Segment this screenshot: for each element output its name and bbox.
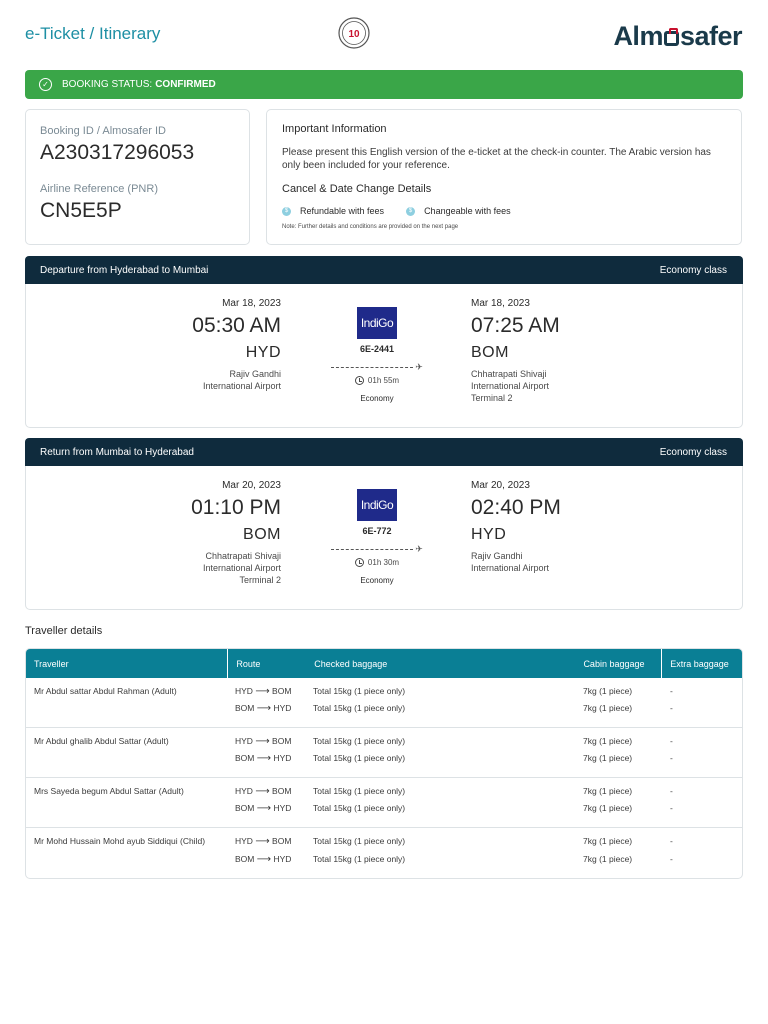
extra-baggage-cell: - bbox=[670, 703, 673, 713]
departure-time: 05:30 AM bbox=[192, 314, 281, 337]
return-segment-header bbox=[25, 438, 743, 466]
column-header: Extra baggage bbox=[670, 658, 729, 669]
departure-destination bbox=[471, 298, 560, 404]
clock-icon bbox=[355, 376, 364, 385]
extra-baggage-cell: - bbox=[670, 753, 673, 763]
booking-id-card bbox=[25, 109, 250, 245]
table-row bbox=[26, 778, 742, 828]
departure-date: Mar 20, 2023 bbox=[222, 480, 281, 491]
indigo-logo: IndiGo bbox=[357, 307, 397, 339]
baggage-leg bbox=[227, 836, 742, 854]
checked-baggage-cell: Total 15kg (1 piece only) bbox=[313, 803, 406, 813]
departure-time: 01:10 PM bbox=[191, 496, 281, 519]
baggage-leg bbox=[227, 703, 742, 720]
arrow-right-icon: ⟶ bbox=[255, 836, 270, 847]
cabin-baggage-cell: 7kg (1 piece) bbox=[583, 786, 633, 796]
checked-baggage-cell: Total 15kg (1 piece only) bbox=[313, 686, 406, 696]
info-text: Please present this English version of the e-ticket at the check-in counter. The Arabic version has only been included for your reference. bbox=[282, 147, 711, 171]
status-value: CONFIRMED bbox=[155, 79, 216, 90]
arrow-right-icon: ⟶ bbox=[255, 736, 270, 747]
route-cell: HYD ⟶ BOM bbox=[235, 736, 292, 747]
segment-class: Economy class bbox=[659, 446, 727, 458]
arrow-right-icon: ⟶ bbox=[256, 703, 272, 714]
checked-baggage-cell: Total 15kg (1 piece only) bbox=[313, 786, 406, 796]
booking-id-label: Booking ID / Almosafer ID bbox=[40, 125, 166, 137]
traveller-name: Mr Abdul sattar Abdul Rahman (Adult) bbox=[34, 686, 177, 696]
fee-row bbox=[282, 206, 726, 216]
cabin-class: Economy bbox=[360, 394, 394, 403]
refundable-text: Refundable with fees bbox=[300, 206, 385, 216]
cancel-heading: Cancel & Date Change Details bbox=[282, 183, 432, 195]
segment-title: Return from Mumbai to Hyderabad bbox=[40, 446, 194, 458]
departure-airport: Rajiv Gandhi International Airport bbox=[202, 369, 281, 391]
route-cell: BOM ⟶ HYD bbox=[235, 853, 292, 865]
extra-baggage-cell: - bbox=[670, 786, 673, 796]
departure-date: Mar 18, 2023 bbox=[222, 298, 281, 309]
extra-baggage-cell: - bbox=[670, 836, 673, 846]
segment-class: Economy class bbox=[659, 264, 727, 276]
cabin-baggage-cell: 7kg (1 piece) bbox=[583, 753, 633, 763]
departure-code: HYD bbox=[245, 344, 281, 361]
extra-baggage-cell: - bbox=[670, 736, 673, 746]
info-heading: Important Information bbox=[282, 123, 387, 135]
checked-baggage-cell: Total 15kg (1 piece only) bbox=[313, 836, 406, 846]
return-destination bbox=[471, 480, 561, 574]
baggage-leg bbox=[227, 786, 742, 803]
clock-icon bbox=[355, 558, 364, 567]
flight-number: 6E-2441 bbox=[359, 344, 395, 354]
luggage-icon bbox=[664, 31, 679, 46]
baggage-leg bbox=[227, 686, 742, 703]
arrow-right-icon: ⟶ bbox=[255, 786, 270, 797]
check-circle-icon: ✓ bbox=[39, 78, 52, 91]
column-header: Cabin baggage bbox=[575, 649, 662, 678]
table-row bbox=[26, 678, 742, 728]
arrow-right-icon: ⟶ bbox=[256, 753, 272, 764]
arrow-right-icon: ⟶ bbox=[256, 853, 272, 865]
extra-baggage-cell: - bbox=[670, 803, 673, 813]
baggage-leg bbox=[227, 803, 742, 820]
departure-code: BOM bbox=[243, 526, 281, 543]
baggage-leg bbox=[227, 736, 742, 753]
route-cell: BOM ⟶ HYD bbox=[235, 753, 292, 764]
table-header bbox=[26, 649, 742, 678]
traveller-name: Mr Abdul ghalib Abdul Sattar (Adult) bbox=[34, 736, 169, 746]
return-origin bbox=[191, 480, 281, 586]
departure-origin bbox=[192, 298, 281, 392]
flight-info bbox=[317, 489, 437, 585]
extra-baggage-cell: - bbox=[670, 853, 673, 864]
route-line bbox=[317, 544, 437, 555]
arrival-airport: Rajiv Gandhi International Airport bbox=[471, 551, 550, 573]
plane-icon: ✈ bbox=[415, 362, 423, 372]
plane-icon: ✈ bbox=[415, 544, 423, 554]
return-segment-body bbox=[25, 466, 743, 610]
almosafer-logo bbox=[613, 21, 742, 52]
route-line bbox=[317, 362, 437, 373]
route-cell: HYD ⟶ BOM bbox=[235, 786, 292, 797]
arrival-date: Mar 18, 2023 bbox=[471, 298, 530, 309]
segment-title: Departure from Hyderabad to Mumbai bbox=[40, 264, 209, 276]
checked-baggage-cell: Total 15kg (1 piece only) bbox=[313, 736, 406, 746]
arrival-time: 07:25 AM bbox=[471, 314, 560, 337]
traveller-details-title: Traveller details bbox=[25, 625, 103, 637]
table-row bbox=[26, 728, 742, 778]
departure-segment-header bbox=[25, 256, 743, 284]
flight-info bbox=[317, 307, 437, 403]
cabin-baggage-cell: 7kg (1 piece) bbox=[583, 736, 633, 746]
arrow-right-icon: ⟶ bbox=[255, 686, 270, 697]
logo-text-end: safer bbox=[679, 21, 742, 51]
flight-duration: 01h 30m bbox=[317, 558, 437, 567]
changeable-text: Changeable with fees bbox=[424, 206, 511, 216]
checked-baggage-cell: Total 15kg (1 piece only) bbox=[313, 853, 406, 864]
traveller-name: Mrs Sayeda begum Abdul Sattar (Adult) bbox=[34, 786, 184, 796]
seal-number: 10 bbox=[348, 29, 360, 40]
status-label: BOOKING STATUS: bbox=[62, 79, 153, 90]
route-cell: HYD ⟶ BOM bbox=[235, 836, 292, 847]
baggage-leg bbox=[227, 854, 742, 872]
logo-text-start: Alm bbox=[613, 21, 663, 51]
pnr-label: Airline Reference (PNR) bbox=[40, 183, 158, 195]
booking-status-bar bbox=[25, 70, 743, 99]
anniversary-seal-icon bbox=[338, 17, 370, 49]
conditions-note: Note: Further details and conditions are provided on the next page bbox=[282, 224, 459, 230]
extra-baggage-cell: - bbox=[670, 686, 673, 696]
route-cell: HYD ⟶ BOM bbox=[235, 686, 292, 697]
cabin-baggage-cell: 7kg (1 piece) bbox=[583, 686, 633, 696]
route-cell: BOM ⟶ HYD bbox=[235, 703, 292, 714]
page-title: e-Ticket / Itinerary bbox=[25, 24, 161, 43]
booking-id-value: A230317296053 bbox=[40, 141, 195, 164]
column-header: Checked baggage bbox=[314, 658, 388, 669]
route-cell: BOM ⟶ HYD bbox=[235, 803, 292, 814]
flight-duration: 01h 55m bbox=[317, 376, 437, 385]
departure-airport: Chhatrapati Shivaji International Airport Terminal 2 bbox=[202, 551, 281, 585]
traveller-name: Mr Mohd Hussain Mohd ayub Siddiqui (Child) bbox=[34, 836, 206, 846]
change-fee-icon: $ bbox=[406, 207, 415, 216]
checked-baggage-cell: Total 15kg (1 piece only) bbox=[313, 753, 406, 763]
important-information-card bbox=[266, 109, 742, 245]
arrival-airport: Chhatrapati Shivaji International Airport Terminal 2 bbox=[471, 369, 550, 403]
column-header: Route bbox=[236, 658, 261, 669]
baggage-leg bbox=[227, 753, 742, 770]
arrival-code: HYD bbox=[471, 526, 507, 543]
cabin-baggage-cell: 7kg (1 piece) bbox=[583, 803, 633, 813]
cabin-baggage-cell: 7kg (1 piece) bbox=[583, 853, 633, 864]
indigo-logo: IndiGo bbox=[357, 489, 397, 521]
cabin-baggage-cell: 7kg (1 piece) bbox=[583, 703, 633, 713]
refund-fee-icon: $ bbox=[282, 207, 291, 216]
traveller-table bbox=[25, 648, 743, 879]
arrival-date: Mar 20, 2023 bbox=[471, 480, 530, 491]
cabin-baggage-cell: 7kg (1 piece) bbox=[583, 836, 633, 846]
checked-baggage-cell: Total 15kg (1 piece only) bbox=[313, 703, 406, 713]
arrival-time: 02:40 PM bbox=[471, 496, 561, 519]
table-row bbox=[26, 828, 742, 878]
column-header: Traveller bbox=[26, 649, 228, 678]
pnr-value: CN5E5P bbox=[40, 199, 122, 222]
arrival-code: BOM bbox=[471, 344, 509, 361]
departure-segment-body bbox=[25, 284, 743, 428]
cabin-class: Economy bbox=[360, 576, 394, 585]
flight-number: 6E-772 bbox=[362, 526, 392, 536]
arrow-right-icon: ⟶ bbox=[256, 803, 272, 814]
